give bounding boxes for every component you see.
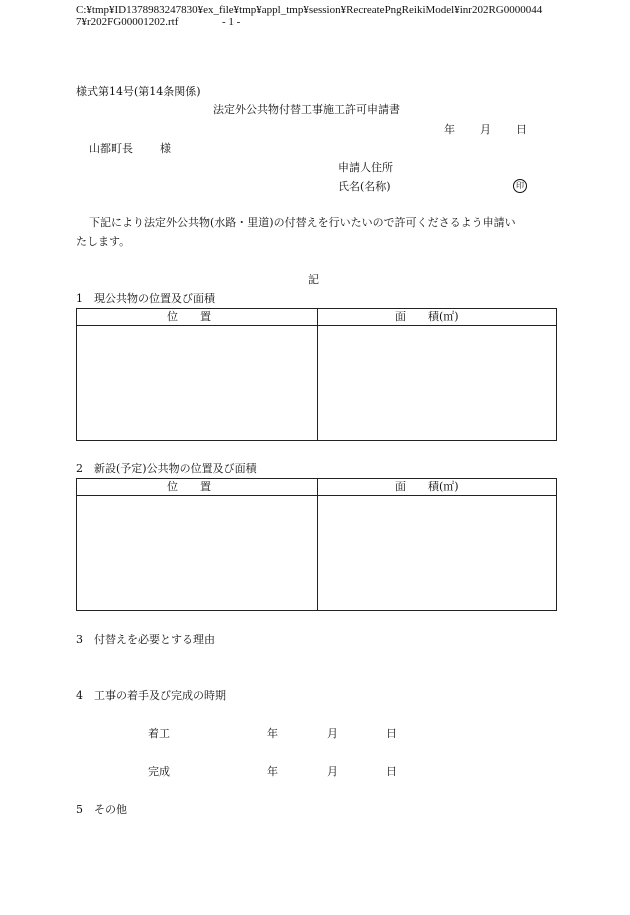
section-3-title: 3 付替えを必要とする理由 <box>76 633 215 646</box>
section-1-col-area-header: 面 積(㎡) <box>395 310 459 323</box>
section-2-col-area-header: 面 積(㎡) <box>395 480 459 493</box>
section-2-col-location-header: 位 置 <box>167 480 211 493</box>
applicant-name-label: 氏名(名称) <box>338 180 391 193</box>
section-1-title: 1 現公共物の位置及び面積 <box>76 292 215 305</box>
date-day-label: 日 <box>516 123 527 136</box>
section-5-title: 5 その他 <box>76 803 127 816</box>
start-year-label: 年 <box>267 727 278 740</box>
page-number: - 1 - <box>222 16 241 28</box>
section-1-table <box>76 308 557 441</box>
seal-icon: 印 <box>513 179 527 193</box>
ki-heading: 記 <box>308 273 319 286</box>
addressee-honorific: 様 <box>160 142 171 155</box>
start-month-label: 月 <box>327 727 338 740</box>
section-2-title: 2 新設(予定)公共物の位置及び面積 <box>76 462 257 475</box>
end-day-label: 日 <box>386 765 397 778</box>
section-2-table <box>76 478 557 611</box>
table-column-divider <box>317 479 318 610</box>
date-year-label: 年 <box>444 123 455 136</box>
date-month-label: 月 <box>480 123 491 136</box>
section-1-col-location-header: 位 置 <box>167 310 211 323</box>
body-text-line-2: たします。 <box>76 235 131 248</box>
start-day-label: 日 <box>386 727 397 740</box>
construction-end-label: 完成 <box>148 765 170 778</box>
construction-start-label: 着工 <box>148 727 170 740</box>
form-number: 様式第14号(第14条関係) <box>76 85 201 98</box>
table-column-divider <box>317 309 318 440</box>
addressee: 山都町長 <box>89 142 133 155</box>
end-month-label: 月 <box>327 765 338 778</box>
end-year-label: 年 <box>267 765 278 778</box>
applicant-address-label: 申請人住所 <box>338 161 393 174</box>
form-title: 法定外公共物付替工事施工許可申請書 <box>213 103 400 116</box>
body-text-line-1: 下記により法定外公共物(水路・里道)の付替えを行いたいので許可くださるよう申請い <box>89 216 516 229</box>
file-path-line-1: C:¥tmp¥ID1378983247830¥ex_file¥tmp¥appl_tmp¥session¥RecreatePngReikiModel¥inr202RG0000044 <box>76 4 543 16</box>
file-path-line-2: 7¥r202FG00001202.rtf <box>76 16 179 28</box>
section-4-title: 4 工事の着手及び完成の時期 <box>76 689 226 702</box>
